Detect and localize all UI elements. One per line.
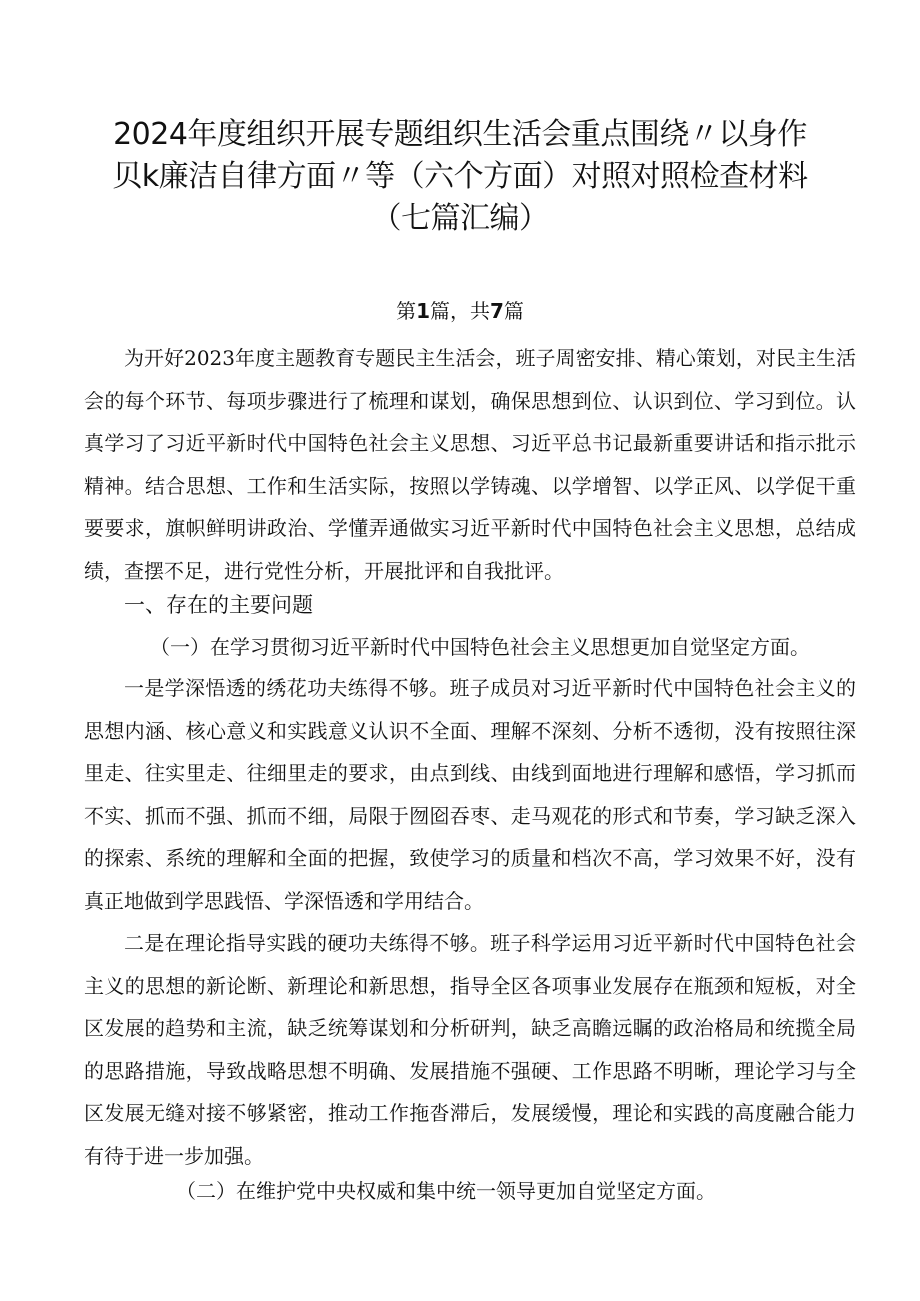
part-total: 7 (490, 299, 504, 323)
body-paragraph: 二是在理论指导实践的硬功夫练得不够。班子科学运用习近平新时代中国特色社会主义的思想的新论断、新理论和新思想，指导全区各项事业发展存在瓶颈和短板，对全区发展的趋势和主流，缺乏统筹谋划和分析研判，缺乏高瞻远瞩的政治格局和统揽全局的思路措施，导致战略思想不明确、发展措施不强硬、工作思路不明晰，理论学习与全区发展无缝对接不够紧密，推动工作拖沓滞后，发展缓慢，理论和实践的高度融合能力有待于进一步加强。 (84, 931, 856, 1168)
subsection-heading: （二）在维护党中央权威和集中统一领导更加自觉坚定方面。 (176, 1179, 716, 1203)
title-line-3: （七篇汇编） (371, 201, 549, 236)
part-middle: 篇，共 (430, 299, 490, 323)
part-current: 1 (416, 299, 430, 323)
document-title (100, 114, 820, 240)
body-paragraph: 一是学深悟透的绣花功夫练得不够。班子成员对习近平新时代中国特色社会主义的思想内涵、核心意义和实践意义认识不全面、理解不深刻、分析不透彻，没有按照往深里走、往实里走、往细里走的要求，由点到线、由线到面地进行理解和感悟，学习抓而不实、抓而不强、抓而不细，局限于囫囵吞枣、走马观花的形式和节奏，学习缺乏深入的探索、系统的理解和全面的把握，致使学习的质量和档次不高，学习效果不好，没有真正地做到学思践悟、学深悟透和学用结合。 (84, 676, 856, 913)
part-suffix: 篇 (503, 299, 524, 323)
part-prefix: 第 (396, 299, 417, 323)
part-indicator (100, 296, 820, 326)
title-line-2: 贝k廉洁自律方面〃等（六个方面）对照对照检查材料 (112, 159, 808, 194)
subsection-heading: （一）在学习贯彻习近平新时代中国特色社会主义思想更加自觉坚定方面。 (150, 635, 810, 659)
intro-paragraph: 为开好2023年度主题教育专题民主生活会，班子周密安排、精心策划，对民主生活会的每个环节、每项步骤进行了梳理和谋划，确保思想到位、认识到位、学习到位。认真学习了习近平新时代中国特色社会主义思想、习近平总书记最新重要讲话和指示批示精神。结合思想、工作和生活实际，按照以学铸魂、以学增智、以学正风、以学促干重要要求，旗帜鲜明讲政治、学懂弄通做实习近平新时代中国特色社会主义思想，总结成绩，查摆不足，进行党性分析，开展批评和自我批评。 (84, 346, 856, 583)
title-line-1: 2024年度组织开展专题组织生活会重点围绕〃以身作 (113, 117, 807, 152)
section-heading: 一、存在的主要问题 (124, 593, 313, 617)
